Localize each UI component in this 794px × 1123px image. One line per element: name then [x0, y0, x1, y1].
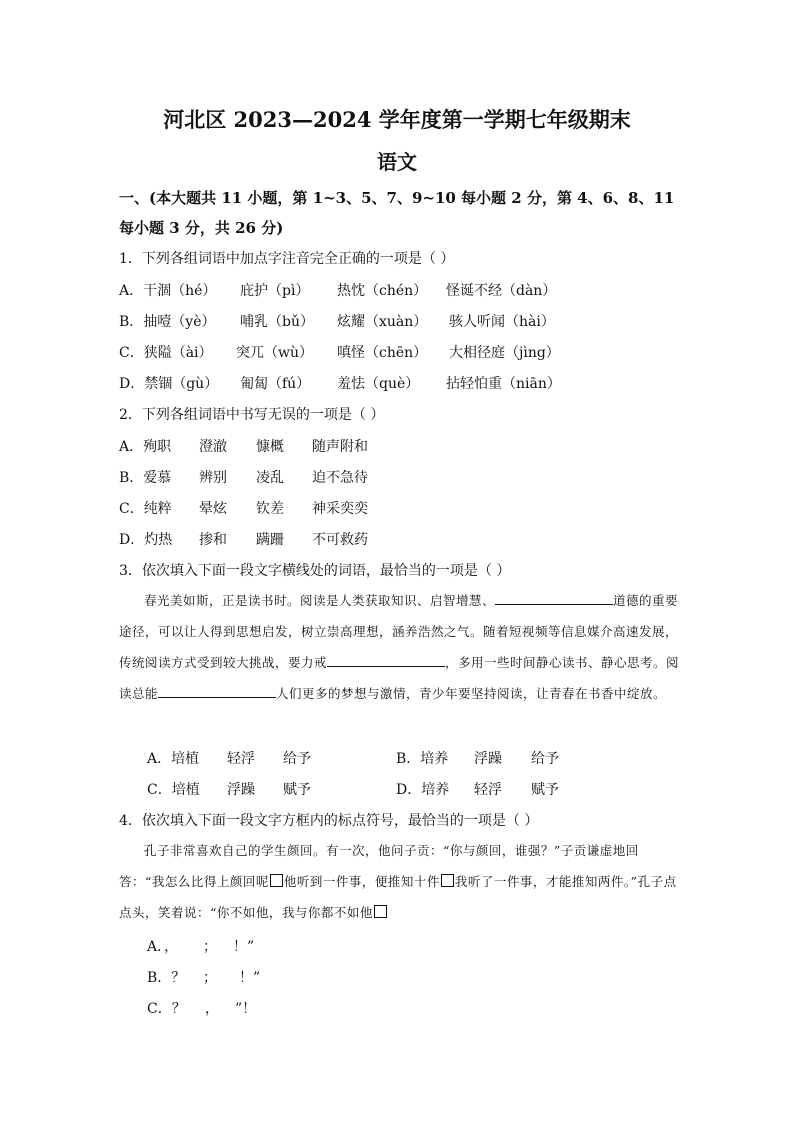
q3-passage-part-2: 道德的重要途径，可以让人得到思想启发，树立崇高理想，涵养浩然之气。随着短视频等信息媒介高速发展，传统阅读方式受到较大挑战，要力戒: [119, 593, 679, 670]
q3-a-word-3: 给予: [283, 751, 311, 767]
q2-a-word-3: 慷概: [256, 439, 284, 455]
q2-b-word-1: B．爱慕: [119, 470, 172, 486]
q3-d-word-1: D．培养: [396, 782, 450, 798]
q1-c-word-2: 突兀（wù）: [236, 345, 313, 361]
q1-stem: 1．下列各组词语中加点字注音完全正确的一项是（ ）: [119, 251, 455, 267]
q1-a-word-2: 庇护（pì）: [240, 283, 310, 299]
q4-punct-box-3: [374, 905, 387, 918]
q1-b-word-4: 骇人听闻（hài）: [449, 314, 555, 330]
q3-blank-2: [327, 652, 445, 667]
q2-c-word-2: 晕炫: [199, 501, 227, 517]
q2-d-word-2: 掺和: [199, 532, 227, 548]
q1-a-word-3: 热忱（chén）: [337, 283, 428, 299]
q2-b-word-3: 凌乱: [256, 470, 284, 486]
q2-a-word-1: A．殉职: [119, 439, 172, 455]
q3-stem: 3．依次填入下面一段文字横线处的词语，最恰当的一项是（ ）: [119, 563, 511, 579]
q2-stem: 2．下列各组词语中书写无误的一项是（ ）: [119, 407, 385, 423]
q1-c-word-3: 嗔怪（chēn）: [337, 345, 428, 361]
q4-punct-box-2: [441, 874, 454, 887]
q4-stem: 4．依次填入下面一段文字方框内的标点符号，最恰当的一项是（ ）: [119, 813, 539, 829]
q4-b-mark-1: B．？: [147, 970, 186, 986]
q2-d-word-4: 不可救药: [312, 532, 368, 548]
q2-b-word-2: 辨别: [199, 470, 227, 486]
q3-c-word-2: 浮躁: [227, 782, 255, 798]
q4-b-mark-3: ！”: [239, 970, 261, 986]
exam-subject: 语文: [377, 150, 417, 174]
q1-c-word-4: 大相径庭（jìng）: [449, 345, 560, 361]
q1-c-word-1: C．狭隘（ài）: [119, 345, 213, 361]
q2-c-word-1: C．纯粹: [119, 501, 172, 517]
q3-passage-part-3: ，多用一些时间静心读书、静心思考。阅读总能: [119, 655, 680, 701]
q3-c-word-1: C．培植: [147, 782, 200, 798]
q2-d-word-1: D．灼热: [119, 532, 173, 548]
q1-d-word-1: D．禁锢（gù）: [119, 376, 219, 392]
q1-a-word-4: 怪诞不经（dàn）: [446, 283, 557, 299]
exam-title: 河北区 2023—2024 学年度第一学期七年级期末: [163, 107, 631, 132]
q4-c-mark-2: ，: [205, 1001, 219, 1017]
q4-passage-part-2: 他听到一件事，便推知十件: [283, 874, 440, 889]
q3-d-word-3: 赋予: [531, 782, 559, 798]
q3-a-word-2: 轻浮: [227, 751, 255, 767]
q2-c-word-3: 钦差: [256, 501, 284, 517]
q4-punct-box-1: [270, 874, 283, 887]
section-heading: 一、(本大题共 11 小题，第 1~3、5、7、9~10 每小题 2 分，第 4、6、8、11 每小题 3 分，共 26 分): [119, 189, 675, 237]
q4-c-mark-3: ”！: [235, 1001, 257, 1017]
q2-a-word-4: 随声附和: [312, 439, 368, 455]
q3-blank-3: [158, 683, 276, 698]
q2-d-word-3: 蹒跚: [256, 532, 284, 548]
q1-d-word-3: 羞怯（què）: [337, 376, 420, 392]
q2-b-word-4: 迫不急待: [312, 470, 368, 486]
q3-passage-part-4: 人们更多的梦想与激情，青少年要坚持阅读，让青春在书香中绽放。: [276, 686, 667, 701]
q3-b-word-1: B．培养: [396, 751, 449, 767]
q3-b-word-2: 浮躁: [474, 751, 502, 767]
q4-passage-part-3: 我听了一件事，才能推知两件。”孔子点点头，笑着说：“你不如他，我与你都不如他: [119, 874, 677, 920]
q2-a-word-2: 澄澈: [199, 439, 227, 455]
q1-b-word-2: 哺乳（bǔ）: [240, 314, 314, 330]
q1-d-word-2: 匍匐（fú）: [240, 376, 311, 392]
q3-passage: [119, 585, 681, 709]
q3-a-word-1: A．培植: [147, 751, 200, 767]
q4-a-mark-2: ；: [203, 939, 217, 955]
q1-a-word-1: A．干涸（hé）: [119, 283, 217, 299]
q3-passage-part-1: 春光美如斯，正是读书时。阅读是人类获取知识、启智增慧、: [144, 593, 496, 608]
q3-blank-1: [495, 590, 613, 605]
q4-passage: [119, 835, 681, 928]
q3-b-word-3: 给予: [531, 751, 559, 767]
q1-b-word-3: 炫耀（xuàn）: [337, 314, 428, 330]
q4-b-mark-2: ；: [203, 970, 217, 986]
q3-d-word-2: 轻浮: [474, 782, 502, 798]
q3-c-word-3: 赋予: [283, 782, 311, 798]
q1-d-word-4: 拈轻怕重（niān）: [446, 376, 561, 392]
q4-a-mark-1: A．，: [147, 939, 179, 955]
q4-a-mark-3: ！”: [233, 939, 255, 955]
q2-c-word-4: 神采奕奕: [312, 501, 368, 517]
q1-b-word-1: B．抽噎（yè）: [119, 314, 216, 330]
q4-passage-part-1: 孔子非常喜欢自己的学生颜回。有一次，他问子贡：“你与颜回，谁强？”子贡谦虚地回答：“我怎么比得上颜回呢: [119, 843, 639, 889]
q4-c-mark-1: C．？: [147, 1001, 186, 1017]
